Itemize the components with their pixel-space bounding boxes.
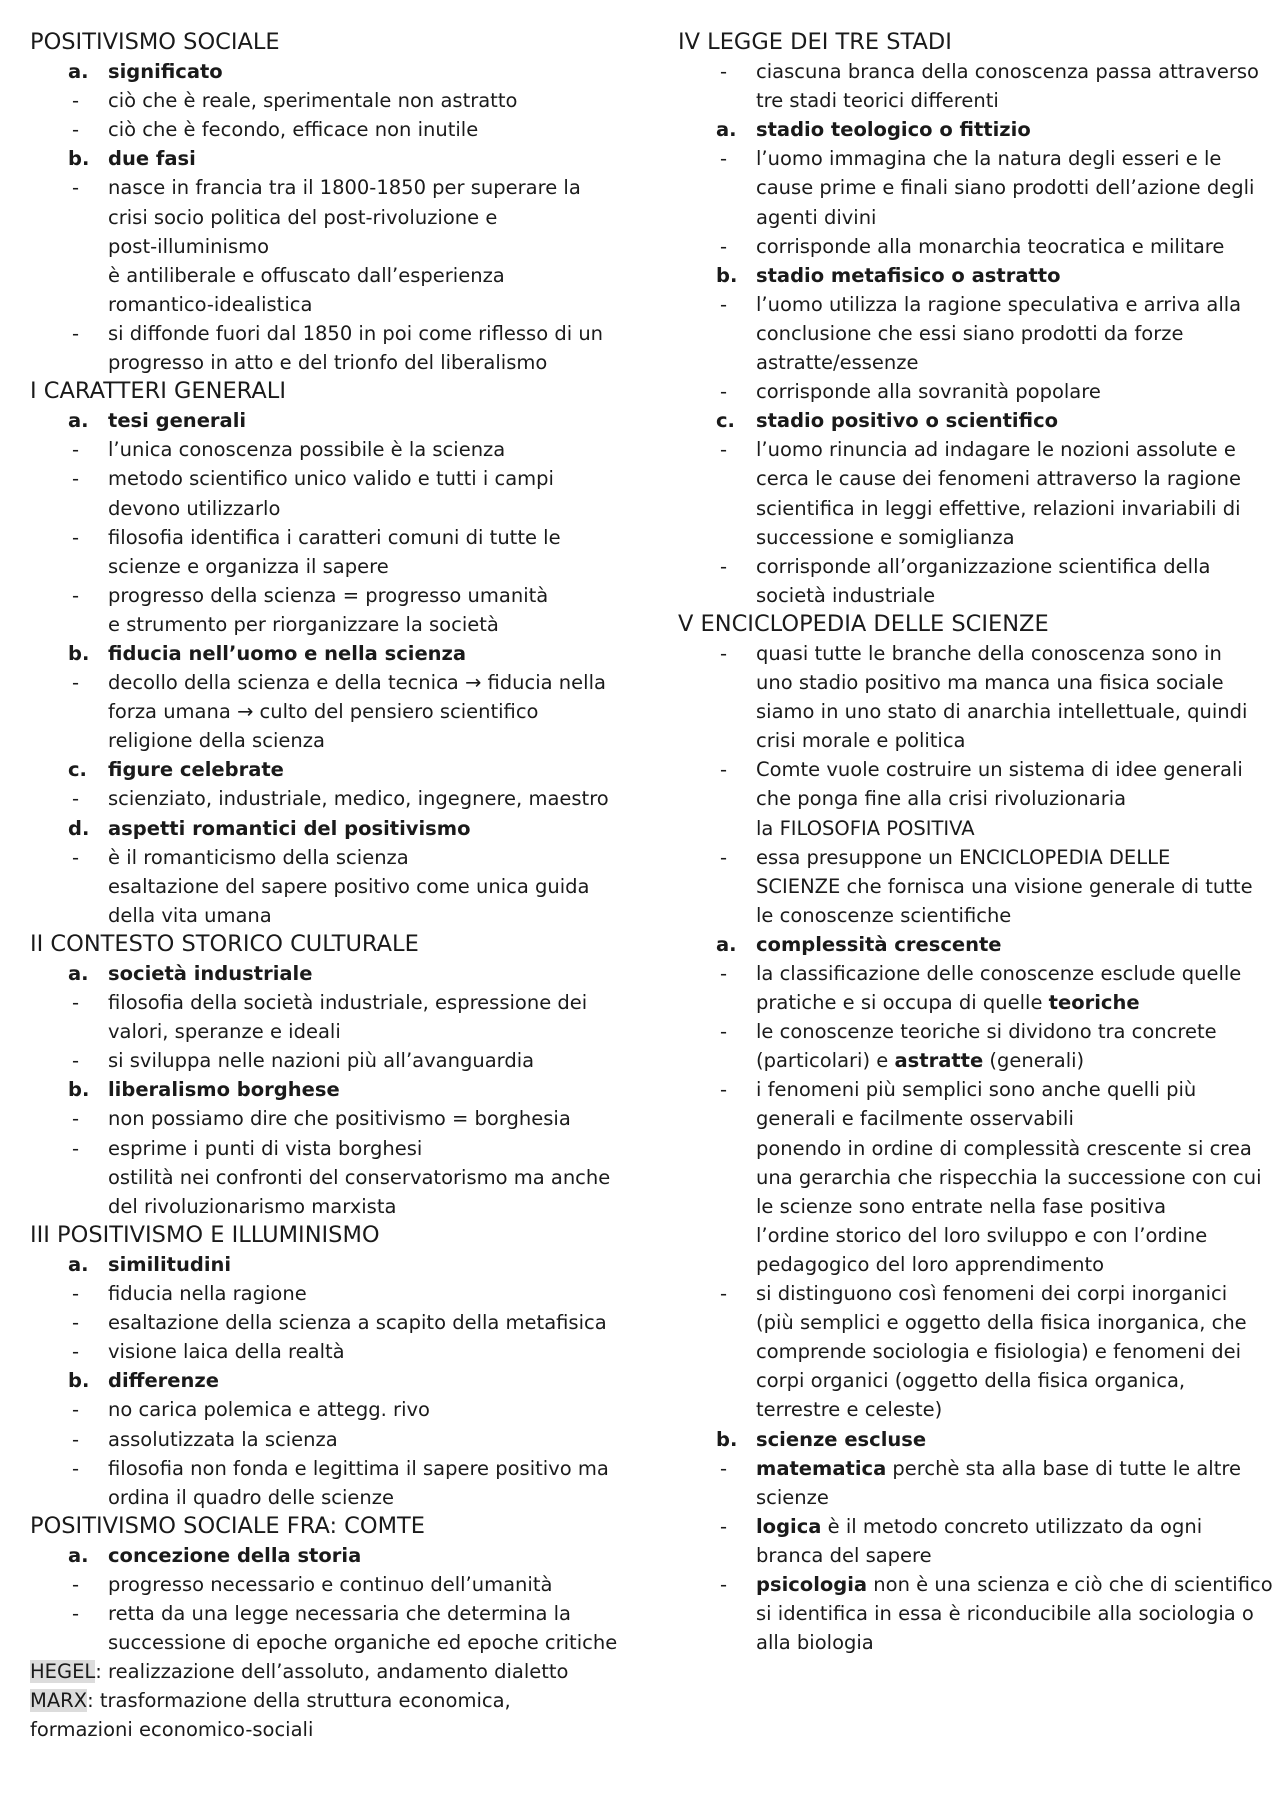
bullet-item xyxy=(30,1046,640,1075)
continuation-line xyxy=(30,610,640,639)
bullet-dash: - xyxy=(72,321,80,345)
section-heading: III POSITIVISMO E ILLUMINISMO xyxy=(30,1221,380,1248)
subsection-title xyxy=(678,930,1253,959)
continuation-line xyxy=(678,1046,1253,1075)
line-text: formazioni economico-sociali xyxy=(30,1718,314,1742)
subsection-title xyxy=(678,261,1253,290)
bullet-dash: - xyxy=(720,1456,728,1480)
line-text: filosofia identifica i caratteri comuni di tutte le xyxy=(108,525,561,549)
line-text: le conoscenze scientifiche xyxy=(756,903,1012,927)
line-text: si sviluppa nelle nazioni più all’avanguardia xyxy=(108,1049,535,1073)
bullet-item xyxy=(30,1454,640,1483)
bold-term: psicologia xyxy=(756,1572,868,1596)
line-text: liberalismo borghese xyxy=(108,1078,340,1102)
continuation-line xyxy=(30,290,640,319)
bullet-item xyxy=(30,523,640,552)
line-text: fiducia nell’uomo e nella scienza xyxy=(108,641,467,665)
line-text: quasi tutte le branche della conoscenza sono in xyxy=(756,641,1222,665)
bullet-dash: - xyxy=(72,1456,80,1480)
bullet-item xyxy=(678,435,1253,464)
note-line xyxy=(30,1686,640,1715)
line-text: si identifica in essa è riconducibile alla sociologia o xyxy=(756,1602,1254,1626)
list-letter: b. xyxy=(68,1369,90,1393)
bullet-dash: - xyxy=(72,1602,80,1626)
left-column xyxy=(30,28,640,1745)
bullet-dash: - xyxy=(72,1311,80,1335)
subsection-title xyxy=(30,1541,640,1570)
continuation-line xyxy=(678,1337,1253,1366)
line-text: cerca le cause dei fenomeni attraverso la ragione xyxy=(756,467,1241,491)
line-text: progresso in atto e del trionfo del liberalismo xyxy=(108,351,548,375)
line-text: ponendo in ordine di complessità crescente si crea xyxy=(756,1136,1252,1160)
line-text: scienze xyxy=(756,1485,829,1509)
line-text: concezione della storia xyxy=(108,1543,362,1567)
line-text: una gerarchia che rispecchia la successione con cui xyxy=(756,1165,1262,1189)
subsection-title xyxy=(30,1075,640,1104)
continuation-line xyxy=(30,261,640,290)
note-line xyxy=(30,1715,640,1744)
subsection-title xyxy=(30,639,640,668)
continuation-line xyxy=(678,1366,1253,1395)
continuation-line xyxy=(678,173,1253,202)
bullet-item xyxy=(678,1075,1253,1104)
line-text: astratte/essenze xyxy=(756,351,919,375)
line-text: no carica polemica e attegg. rivo xyxy=(108,1398,430,1422)
continuation-line xyxy=(678,1395,1253,1424)
line-text: stadio teologico o fittizio xyxy=(756,118,1031,142)
bullet-dash: - xyxy=(72,1427,80,1451)
bullet-item xyxy=(30,1134,640,1163)
line-text: scientifica in leggi effettive, relazioni invariabili di xyxy=(756,496,1241,520)
continuation-line xyxy=(30,552,640,581)
bullet-dash: - xyxy=(72,525,80,549)
bullet-dash: - xyxy=(720,147,728,171)
bullet-dash: - xyxy=(72,845,80,869)
bold-term: logica xyxy=(756,1514,822,1538)
bullet-item xyxy=(30,1104,640,1133)
subsection-title xyxy=(30,814,640,843)
continuation-line xyxy=(30,726,640,755)
continuation-line xyxy=(30,1017,640,1046)
bullet-dash: - xyxy=(720,641,728,665)
section-heading: POSITIVISMO SOCIALE FRA: COMTE xyxy=(30,1512,425,1539)
continuation-line xyxy=(678,581,1253,610)
bullet-dash: - xyxy=(72,89,80,113)
bullet-item xyxy=(30,464,640,493)
bullet-dash: - xyxy=(720,438,728,462)
continuation-line xyxy=(30,232,640,261)
list-letter: b. xyxy=(716,1427,738,1451)
continuation-line xyxy=(678,1163,1262,1192)
continuation-line xyxy=(30,1192,640,1221)
continuation-line xyxy=(678,1134,1253,1163)
bold-term: matematica xyxy=(756,1456,887,1480)
bullet-dash: - xyxy=(72,176,80,200)
bullet-item xyxy=(30,1337,640,1366)
line-text: differenze xyxy=(108,1369,219,1393)
line-text: decollo della scienza e della tecnica → fiducia nella xyxy=(108,671,606,695)
line-text: società industriale xyxy=(756,583,936,607)
line-text: la FILOSOFIA POSITIVA xyxy=(756,816,975,840)
bullet-dash: - xyxy=(720,1282,728,1306)
line-text: del rivoluzionarismo marxista xyxy=(108,1194,397,1218)
highlighted-term: MARX xyxy=(30,1689,88,1713)
line-text: post-illuminismo xyxy=(108,234,270,258)
bullet-dash: - xyxy=(720,1572,728,1596)
bullet-item xyxy=(678,1017,1253,1046)
bullet-dash: - xyxy=(720,845,728,869)
list-letter: a. xyxy=(716,932,737,956)
line-text: progresso necessario e continuo dell’umanità xyxy=(108,1572,553,1596)
bullet-item xyxy=(678,232,1253,261)
line-text: scienziato, industriale, medico, ingegnere, maestro xyxy=(108,787,609,811)
line-text: valori, speranze e ideali xyxy=(108,1020,341,1044)
bullet-item xyxy=(678,843,1253,872)
continuation-line xyxy=(678,319,1253,348)
line-text: SCIENZE che fornisca una visione generale di tutte xyxy=(756,874,1253,898)
section-heading: II CONTESTO STORICO CULTURALE xyxy=(30,930,419,957)
bullet-item xyxy=(30,173,640,202)
line-text: scienze escluse xyxy=(756,1427,927,1451)
bullet-dash: - xyxy=(72,583,80,607)
line-text: nasce in francia tra il 1800-1850 per superare la xyxy=(108,176,581,200)
line-text: l’uomo utilizza la ragione speculativa e arriva alla xyxy=(756,292,1242,316)
continuation-line xyxy=(678,1599,1253,1628)
line-text: la classificazione delle conoscenze esclude quelle xyxy=(756,962,1242,985)
line-text: fiducia nella ragione xyxy=(108,1282,307,1306)
list-letter: c. xyxy=(68,758,87,782)
bullet-dash: - xyxy=(72,787,80,811)
right-column xyxy=(678,28,1273,1657)
line-text: crisi morale e politica xyxy=(756,729,966,753)
line-text: comprende sociologia e fisiologia) e fenomeni dei xyxy=(756,1340,1241,1364)
continuation-line xyxy=(678,86,1253,115)
line-text: scienze e organizza il sapere xyxy=(108,554,389,578)
subsection-title xyxy=(678,115,1253,144)
line-text: significato xyxy=(108,60,223,84)
continuation-line xyxy=(678,523,1253,552)
continuation-line xyxy=(30,494,640,523)
continuation-line xyxy=(678,814,1253,843)
subsection-title xyxy=(30,1250,640,1279)
continuation-line xyxy=(30,203,640,232)
line-text: similitudini xyxy=(108,1252,232,1276)
line-text: e strumento per riorganizzare la società xyxy=(108,612,499,636)
bullet-item xyxy=(30,1395,640,1424)
continuation-line xyxy=(30,901,640,930)
line-text: le conoscenze teoriche si dividono tra concrete xyxy=(756,1020,1217,1044)
continuation-line xyxy=(678,697,1253,726)
continuation-line xyxy=(678,1628,1253,1657)
bullet-item xyxy=(678,290,1253,319)
section-heading: V ENCICLOPEDIA DELLE SCIENZE xyxy=(678,610,1049,637)
bullet-item xyxy=(30,1279,640,1308)
continuation-line xyxy=(678,1308,1253,1337)
continuation-line xyxy=(30,1163,640,1192)
bullet-item xyxy=(30,581,640,610)
bullet-dash: - xyxy=(72,1398,80,1422)
line-text: non è una scienza e ciò che di scientifico xyxy=(867,1572,1273,1596)
line-text: : realizzazione dell’assoluto, andamento dialetto xyxy=(95,1660,569,1684)
bullet-dash: - xyxy=(72,467,80,491)
line-text: ciò che è fecondo, efficace non inutile xyxy=(108,118,479,142)
line-text: pratiche e si occupa di quelle xyxy=(756,991,1049,1015)
line-text: metodo scientifico unico valido e tutti i campi xyxy=(108,467,554,491)
subsection-title xyxy=(678,1425,1253,1454)
list-letter: b. xyxy=(716,263,738,287)
list-letter: a. xyxy=(68,1252,89,1276)
line-text: retta da una legge necessaria che determina la xyxy=(108,1602,571,1626)
line-text: ordina il quadro delle scienze xyxy=(108,1485,395,1509)
line-text: uno stadio positivo ma manca una fisica sociale xyxy=(756,671,1224,695)
bullet-dash: - xyxy=(72,1136,80,1160)
line-text: società industriale xyxy=(108,962,313,985)
bullet-dash: - xyxy=(72,671,80,695)
continuation-line xyxy=(678,1104,1253,1133)
section-heading: I CARATTERI GENERALI xyxy=(30,378,286,405)
list-letter: b. xyxy=(68,641,90,665)
subsection-title xyxy=(30,57,640,86)
line-text: conclusione che essi siano prodotti da forze xyxy=(756,321,1184,345)
bullet-dash: - xyxy=(72,1107,80,1131)
line-text: esprime i punti di vista borghesi xyxy=(108,1136,423,1160)
line-text: si diffonde fuori dal 1850 in poi come riflesso di un xyxy=(108,321,604,345)
line-text: stadio positivo o scientifico xyxy=(756,409,1059,433)
bullet-dash: - xyxy=(72,438,80,462)
subsection-title xyxy=(30,755,640,784)
line-text: filosofia della società industriale, espressione dei xyxy=(108,991,588,1015)
bullet-item xyxy=(30,1599,640,1628)
line-text: assolutizzata la scienza xyxy=(108,1427,338,1451)
line-text: si distinguono così fenomeni dei corpi inorganici xyxy=(756,1282,1228,1306)
line-text: esaltazione della scienza a scapito della metafisica xyxy=(108,1311,607,1335)
subsection-title xyxy=(678,406,1253,435)
bullet-dash: - xyxy=(720,380,728,404)
line-text: stadio metafisico o astratto xyxy=(756,263,1061,287)
line-text: Comte vuole costruire un sistema di idee generali xyxy=(756,758,1243,782)
list-letter: a. xyxy=(68,1543,89,1567)
continuation-line xyxy=(678,726,1253,755)
line-text: i fenomeni più semplici sono anche quelli più xyxy=(756,1078,1197,1102)
bullet-item xyxy=(678,57,1259,86)
line-text: corrisponde alla monarchia teocratica e militare xyxy=(756,234,1225,258)
bullet-dash: - xyxy=(720,962,728,985)
bullet-dash: - xyxy=(720,1020,728,1044)
line-text: (particolari) e xyxy=(756,1049,895,1073)
line-text: (più semplici e oggetto della fisica inorganica, che xyxy=(756,1311,1247,1335)
list-letter: d. xyxy=(68,816,90,840)
continuation-line xyxy=(678,1483,1253,1512)
continuation-line xyxy=(30,348,640,377)
continuation-line xyxy=(678,348,1253,377)
bullet-item xyxy=(678,1454,1253,1483)
list-letter: c. xyxy=(716,409,735,433)
line-text: corrisponde alla sovranità popolare xyxy=(756,380,1101,404)
subsection-title xyxy=(30,406,640,435)
continuation-line xyxy=(678,494,1253,523)
bullet-item xyxy=(30,115,640,144)
line-text: complessità crescente xyxy=(756,932,1002,956)
line-text: è il romanticismo della scienza xyxy=(108,845,409,869)
line-text: (generali) xyxy=(983,1049,1085,1073)
line-text: l’uomo immagina che la natura degli esseri e le xyxy=(756,147,1222,171)
line-text: devono utilizzarlo xyxy=(108,496,281,520)
continuation-line xyxy=(678,901,1253,930)
bullet-item xyxy=(30,988,640,1017)
continuation-line xyxy=(678,988,1253,1017)
line-text: successione di epoche organiche ed epoche critiche xyxy=(108,1631,618,1655)
bullet-dash: - xyxy=(72,118,80,142)
continuation-line xyxy=(678,464,1253,493)
line-text: pedagogico del loro apprendimento xyxy=(756,1252,1105,1276)
line-text: perchè sta alla base di tutte le altre xyxy=(886,1456,1241,1480)
line-text: forza umana → culto del pensiero scientifico xyxy=(108,700,539,724)
list-letter: b. xyxy=(68,1078,90,1102)
line-text: corrisponde all’organizzazione scientifica della xyxy=(756,554,1211,578)
continuation-line xyxy=(678,668,1253,697)
line-text: terrestre e celeste) xyxy=(756,1398,943,1422)
bullet-item xyxy=(678,552,1253,581)
continuation-line xyxy=(678,1192,1253,1221)
line-text: l’unica conoscenza possibile è la scienza xyxy=(108,438,506,462)
bullet-dash: - xyxy=(72,1572,80,1596)
section-heading: POSITIVISMO SOCIALE xyxy=(30,29,280,55)
bullet-item xyxy=(678,755,1253,784)
line-text: due fasi xyxy=(108,147,196,171)
continuation-line xyxy=(678,203,1253,232)
bullet-item xyxy=(678,959,1253,988)
line-text: successione e somiglianza xyxy=(756,525,1015,549)
bullet-item xyxy=(678,1279,1253,1308)
continuation-line xyxy=(678,784,1253,813)
bullet-dash: - xyxy=(72,1340,80,1364)
highlighted-term: HEGEL xyxy=(30,1660,96,1684)
bullet-item xyxy=(30,843,640,872)
line-text: non possiamo dire che positivismo = borghesia xyxy=(108,1107,571,1131)
line-text: romantico-idealistica xyxy=(108,292,313,316)
bullet-dash: - xyxy=(720,60,728,84)
line-text: agenti divini xyxy=(756,205,877,229)
bullet-dash: - xyxy=(720,1078,728,1102)
bullet-item xyxy=(30,86,640,115)
bullet-item xyxy=(678,377,1253,406)
continuation-line xyxy=(30,697,640,726)
note-line xyxy=(30,1657,640,1686)
line-text: aspetti romantici del positivismo xyxy=(108,816,471,840)
line-text: branca del sapere xyxy=(756,1543,932,1567)
subsection-title xyxy=(30,1366,640,1395)
list-letter: b. xyxy=(68,147,90,171)
line-text: ciascuna branca della conoscenza passa attraverso xyxy=(756,60,1259,84)
list-letter: a. xyxy=(716,118,737,142)
line-text: siamo in uno stato di anarchia intellettuale, quindi xyxy=(756,700,1248,724)
bullet-item xyxy=(30,435,640,464)
bullet-item xyxy=(30,784,640,813)
subsection-title xyxy=(30,959,640,988)
list-letter: a. xyxy=(68,60,89,84)
line-text: alla biologia xyxy=(756,1631,874,1655)
section-heading: IV LEGGE DEI TRE STADI xyxy=(678,29,952,55)
bold-term: teoriche xyxy=(1048,991,1140,1015)
line-text: corpi organici (oggetto della fisica organica, xyxy=(756,1369,1186,1393)
line-text: è il metodo concreto utilizzato da ogni xyxy=(821,1514,1203,1538)
line-text: ostilità nei confronti del conservatorismo ma anche xyxy=(108,1165,611,1189)
bullet-item xyxy=(678,1570,1273,1599)
bullet-dash: - xyxy=(72,1049,80,1073)
line-text: l’uomo rinuncia ad indagare le nozioni assolute e xyxy=(756,438,1236,462)
line-text: filosofia non fonda e legittima il sapere positivo ma xyxy=(108,1456,609,1480)
bullet-item xyxy=(30,1570,640,1599)
line-text: che ponga fine alla crisi rivoluzionaria xyxy=(756,787,1127,811)
line-text: progresso della scienza = progresso umanità xyxy=(108,583,549,607)
continuation-line xyxy=(678,1541,1253,1570)
continuation-line xyxy=(30,872,640,901)
list-letter: a. xyxy=(68,409,89,433)
line-text: essa presuppone un ENCICLOPEDIA DELLE xyxy=(756,845,1171,869)
continuation-line xyxy=(30,1628,640,1657)
continuation-line xyxy=(678,1250,1253,1279)
line-text: tesi generali xyxy=(108,409,247,433)
bold-term: astratte xyxy=(894,1049,984,1073)
continuation-line xyxy=(678,1221,1253,1250)
bullet-item xyxy=(30,1308,640,1337)
bullet-item xyxy=(678,1512,1253,1541)
line-text: religione della scienza xyxy=(108,729,325,753)
continuation-line xyxy=(30,1483,640,1512)
bullet-item xyxy=(30,1425,640,1454)
line-text: l’ordine storico del loro sviluppo e con l’ordine xyxy=(756,1223,1208,1247)
line-text: figure celebrate xyxy=(108,758,284,782)
bullet-item xyxy=(30,319,640,348)
line-text: ciò che è reale, sperimentale non astratto xyxy=(108,89,518,113)
line-text: visione laica della realtà xyxy=(108,1340,345,1364)
line-text: della vita umana xyxy=(108,903,272,927)
bullet-item xyxy=(678,639,1253,668)
line-text: è antiliberale e offuscato dall’esperienza xyxy=(108,263,505,287)
bullet-dash: - xyxy=(720,554,728,578)
subsection-title xyxy=(30,144,640,173)
line-text: crisi socio politica del post-rivoluzione e xyxy=(108,205,498,229)
line-text: esaltazione del sapere positivo come unica guida xyxy=(108,874,590,898)
bullet-dash: - xyxy=(720,234,728,258)
bullet-dash: - xyxy=(72,991,80,1015)
bullet-item xyxy=(678,144,1253,173)
bullet-dash: - xyxy=(720,292,728,316)
bullet-dash: - xyxy=(720,1514,728,1538)
bullet-dash: - xyxy=(720,758,728,782)
bullet-dash: - xyxy=(72,1282,80,1306)
bullet-item xyxy=(30,668,640,697)
line-text: : trasformazione della struttura economica, xyxy=(87,1689,511,1713)
line-text: generali e facilmente osservabili xyxy=(756,1107,1074,1131)
line-text: cause prime e finali siano prodotti dell’azione degli xyxy=(756,176,1255,200)
continuation-line xyxy=(678,872,1253,901)
list-letter: a. xyxy=(68,962,89,985)
line-text: tre stadi teorici differenti xyxy=(756,89,999,113)
line-text: le scienze sono entrate nella fase positiva xyxy=(756,1194,1167,1218)
